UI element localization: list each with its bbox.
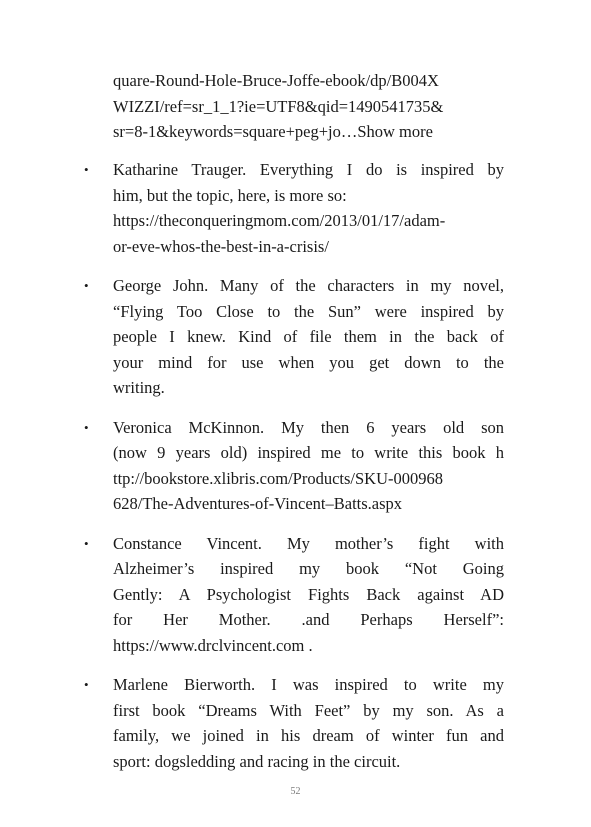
list-item-text — [113, 531, 504, 659]
text-line: for Her Mother. .and Perhaps Herself”: — [113, 610, 504, 629]
continuation-line: quare-Round-Hole-Bruce-Joffe-ebook/dp/B004X — [113, 71, 439, 90]
text-line: him, but the topic, here, is more so: — [113, 185, 347, 205]
text-line: writing. — [113, 378, 165, 397]
text-line: “Flying Too Close to the Sun” were inspired by — [113, 301, 504, 321]
page-number: 52 — [290, 786, 301, 797]
text-line: 628/The-Adventures-of-Vincent–Batts.aspx — [113, 494, 403, 513]
list-item — [0, 415, 591, 517]
bullet-marker: • — [84, 535, 89, 551]
continuation-line: WIZZI/ref=sr_1_1?ie=UTF8&qid=1490541735& — [113, 96, 444, 116]
list-item-text — [113, 672, 504, 774]
text-line: (now 9 years old) inspired me to write this book h — [113, 443, 504, 462]
text-line: or-eve-whos-the-best-in-a-crisis/ — [113, 236, 329, 256]
bullet-marker: • — [84, 278, 89, 293]
list-item — [0, 157, 591, 259]
list-item — [0, 531, 591, 659]
list-item-text — [113, 157, 504, 259]
continuation-paragraph — [113, 68, 508, 145]
list-item-text — [113, 273, 504, 401]
text-line: Veronica McKinnon. My then 6 years old son — [113, 417, 504, 437]
text-line: Katharine Trauger. Everything I do is inspired by — [113, 160, 504, 179]
list-item-text — [113, 415, 504, 517]
continuation-line: sr=8-1&keywords=square+peg+jo…Show more — [113, 122, 433, 141]
text-line: Gently: A Psychologist Fights Back against AD — [113, 584, 504, 604]
bullet-marker: • — [84, 677, 89, 692]
text-line: ttp://bookstore.xlibris.com/Products/SKU-000968 — [113, 468, 443, 488]
text-line: Alzheimer’s inspired my book “Not Going — [113, 559, 504, 578]
text-line: Constance Vincent. My mother’s fight with — [113, 533, 504, 553]
bullet-marker: • — [84, 419, 89, 435]
bullet-marker: • — [84, 162, 89, 177]
list-item — [0, 672, 591, 774]
list-item — [0, 273, 591, 401]
text-line: sport: dogsledding and racing in the circuit. — [113, 751, 401, 771]
text-line: https://www.drclvincent.com . — [113, 635, 313, 655]
text-line: George John. Many of the characters in my novel, — [113, 276, 504, 295]
text-line: family, we joined in his dream of winter fun and — [113, 726, 504, 745]
bullet-list — [0, 157, 591, 788]
text-line: https://theconqueringmom.com/2013/01/17/adam- — [113, 211, 446, 230]
text-line: your mind for use when you get down to the — [113, 352, 504, 372]
text-line: first book “Dreams With Feet” by my son. As a — [113, 700, 504, 720]
text-line: people I knew. Kind of file them in the back of — [113, 327, 504, 346]
text-line: Marlene Bierworth. I was inspired to write my — [113, 675, 504, 694]
